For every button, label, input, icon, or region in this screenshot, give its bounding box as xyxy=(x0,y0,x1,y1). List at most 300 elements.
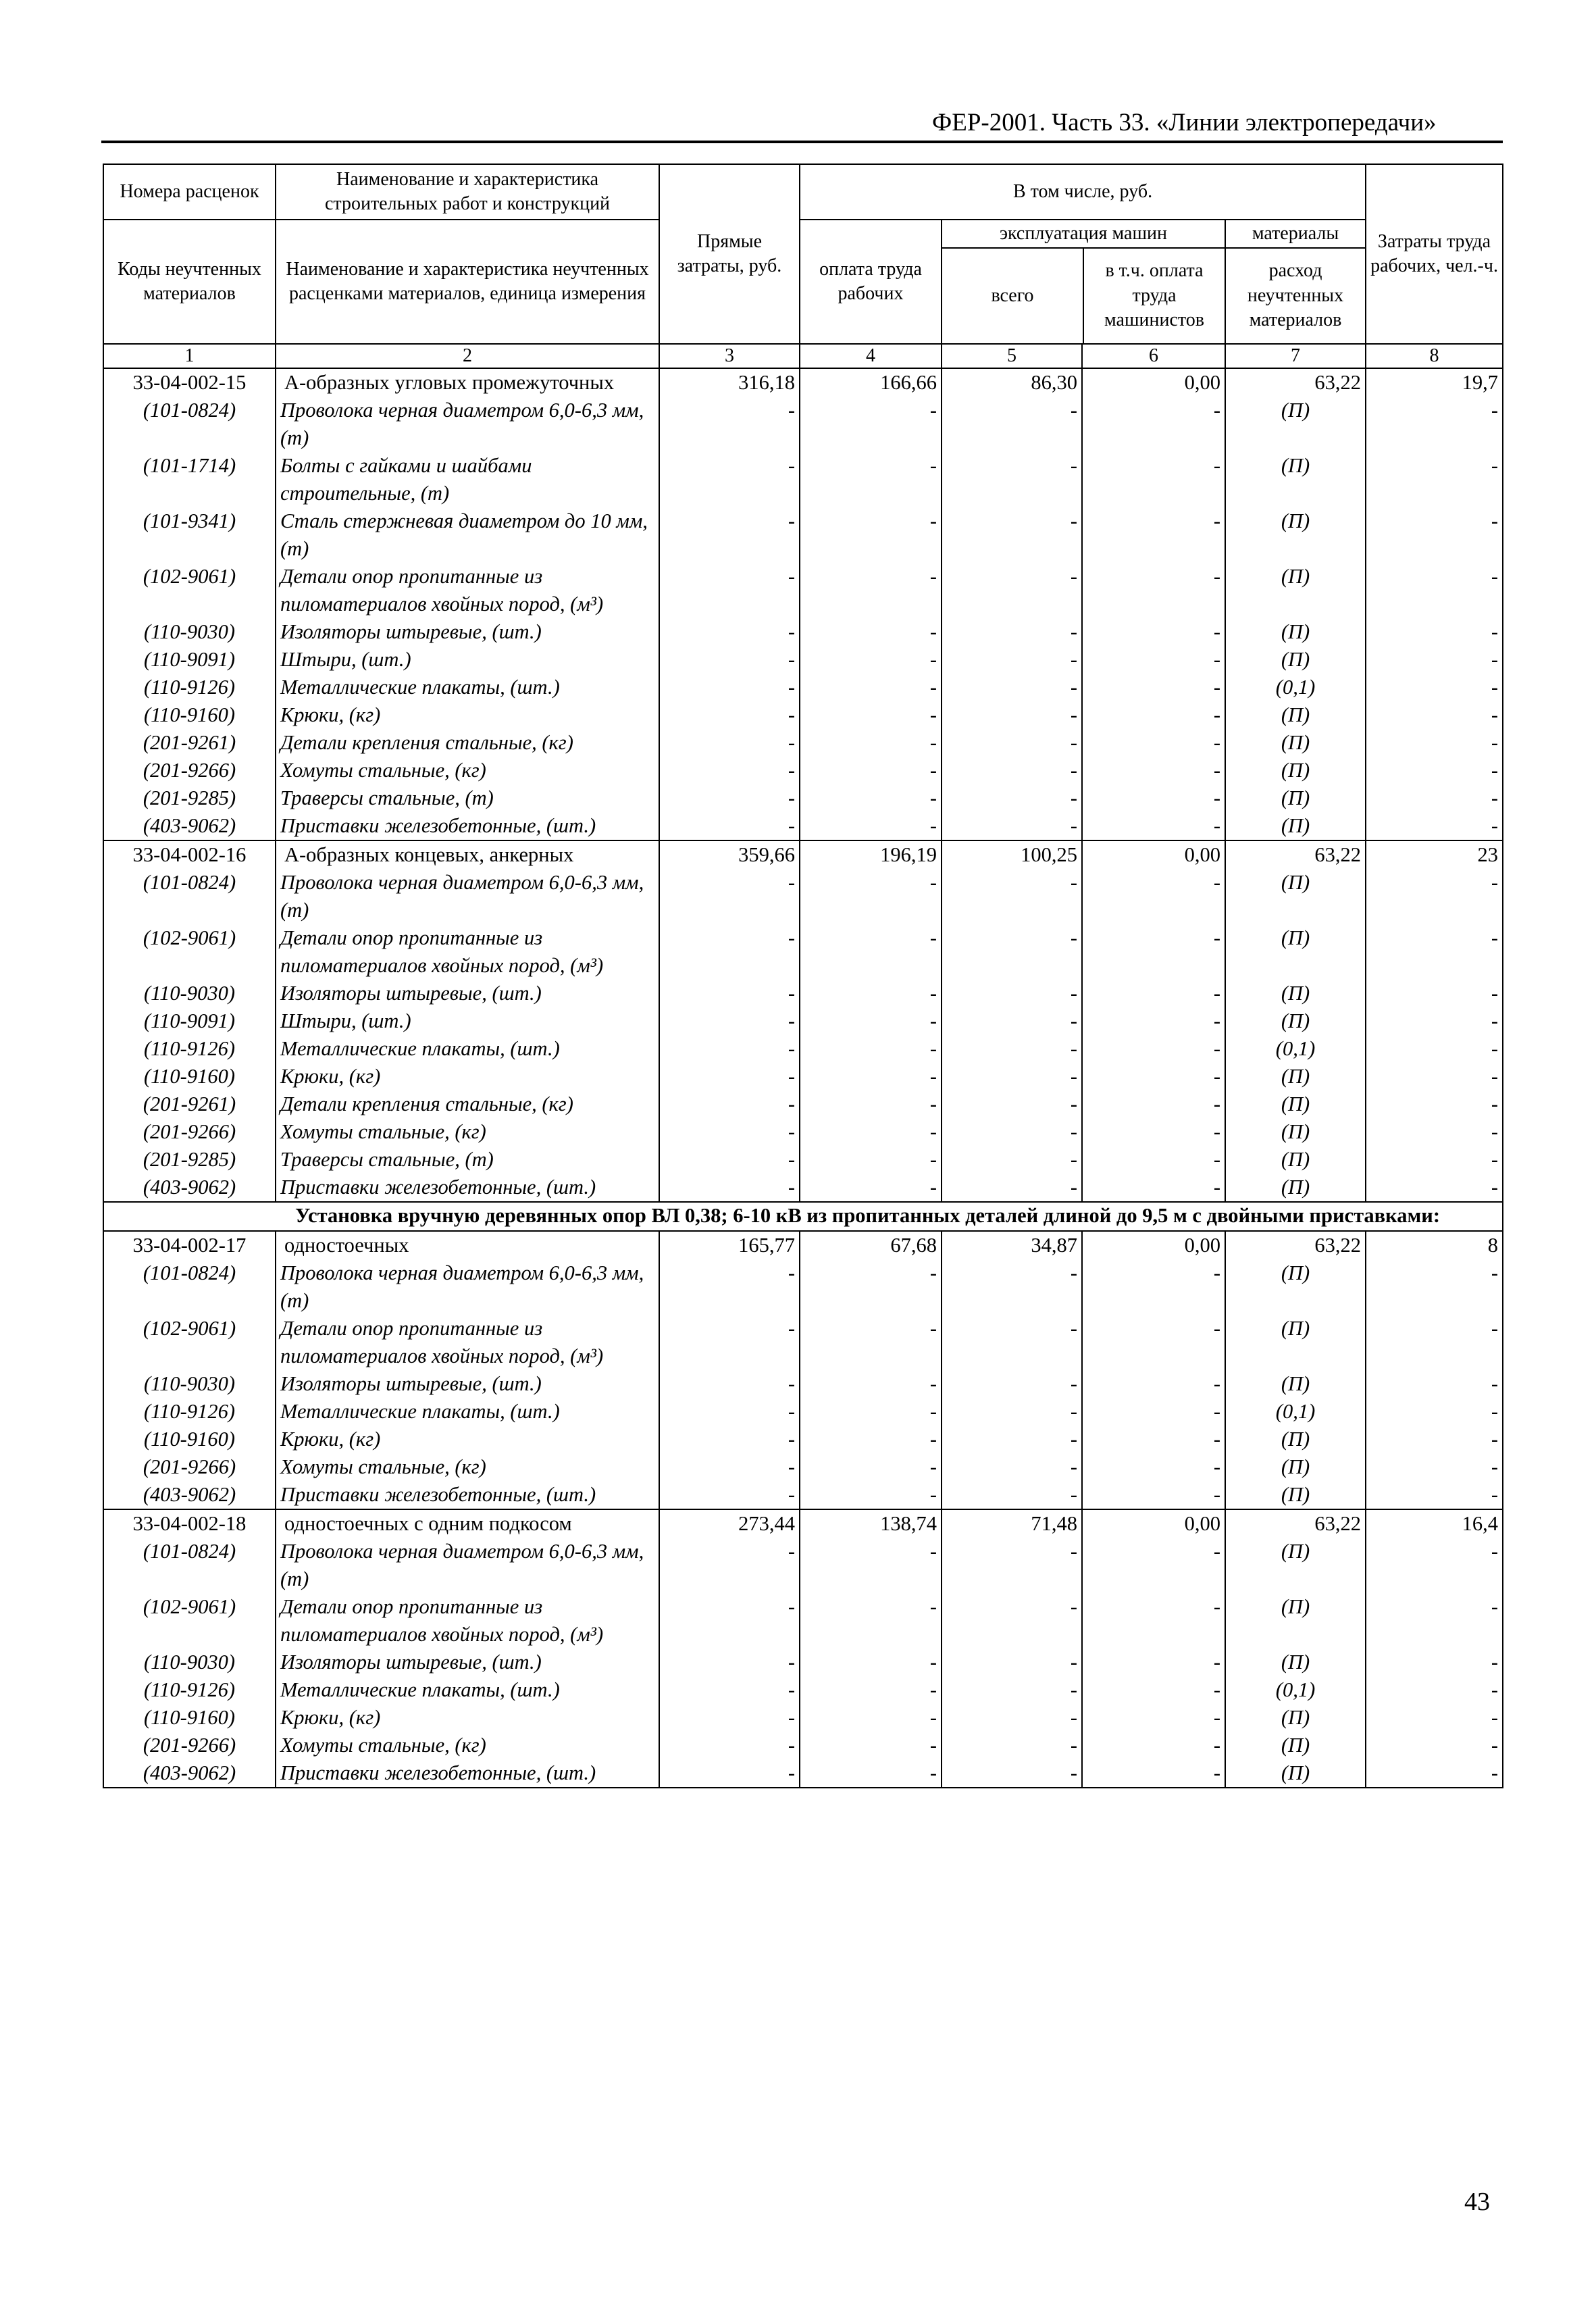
labor-hours: - xyxy=(1366,674,1503,701)
material-name: Хомуты стальные, (кг) xyxy=(276,1732,659,1759)
rate-row xyxy=(103,1509,1503,1538)
machinist-pay: - xyxy=(1082,784,1225,812)
machinist-pay: - xyxy=(1082,618,1225,646)
labor-pay: - xyxy=(800,1759,942,1788)
material-row xyxy=(103,1035,1503,1063)
material-code: (201-9266) xyxy=(103,1118,276,1146)
material-row xyxy=(103,1593,1503,1649)
machines-total: - xyxy=(942,646,1082,674)
labor-pay: - xyxy=(800,1370,942,1398)
material-name: Приставки железобетонные, (шт.) xyxy=(276,1759,659,1788)
machinist-pay: - xyxy=(1082,1146,1225,1174)
material-row xyxy=(103,1063,1503,1090)
labor-pay: - xyxy=(800,1732,942,1759)
page-number: 43 xyxy=(1464,2188,1490,2216)
machinist-pay: - xyxy=(1082,1259,1225,1315)
material-name: Металлические плакаты, (шт.) xyxy=(276,1676,659,1704)
direct-cost: - xyxy=(659,1704,800,1732)
material-use: (П) xyxy=(1225,701,1366,729)
material-use: (П) xyxy=(1225,757,1366,784)
labor-hours: - xyxy=(1366,1259,1503,1315)
material-name: Крюки, (кг) xyxy=(276,701,659,729)
labor-pay: - xyxy=(800,1676,942,1704)
material-use: (П) xyxy=(1225,563,1366,618)
direct-cost: - xyxy=(659,1146,800,1174)
machines-total: - xyxy=(942,1370,1082,1398)
material-use: (П) xyxy=(1225,729,1366,757)
material-code: (102-9061) xyxy=(103,1593,276,1649)
direct-cost: - xyxy=(659,924,800,980)
machines-total: - xyxy=(942,1704,1082,1732)
material-code: (403-9062) xyxy=(103,1759,276,1788)
material-row xyxy=(103,701,1503,729)
material-code: (201-9261) xyxy=(103,1090,276,1118)
labor-pay: - xyxy=(800,980,942,1007)
material-code: (110-9160) xyxy=(103,701,276,729)
machines-total: - xyxy=(942,1063,1082,1090)
material-row xyxy=(103,1481,1503,1509)
material-use: (П) xyxy=(1225,869,1366,924)
machinist-pay: - xyxy=(1082,1063,1225,1090)
material-name: Крюки, (кг) xyxy=(276,1704,659,1732)
machines-total: - xyxy=(942,674,1082,701)
labor-hours: - xyxy=(1366,1035,1503,1063)
material-use: (П) xyxy=(1225,1732,1366,1759)
labor-pay: - xyxy=(800,701,942,729)
labor-pay: - xyxy=(800,1007,942,1035)
material-use: (П) xyxy=(1225,980,1366,1007)
labor-pay: - xyxy=(800,507,942,563)
machinist-pay: - xyxy=(1082,701,1225,729)
direct-cost: - xyxy=(659,1315,800,1370)
labor-hours: - xyxy=(1366,701,1503,729)
material-row xyxy=(103,674,1503,701)
labor-pay: - xyxy=(800,1398,942,1426)
direct-cost: - xyxy=(659,1649,800,1676)
direct-cost: - xyxy=(659,674,800,701)
rate-name: А-образных угловых промежуточных xyxy=(276,368,659,397)
labor-pay: - xyxy=(800,1593,942,1649)
material-name: Проволока черная диаметром 6,0-6,3 мм, (т) xyxy=(276,1538,659,1593)
labor-pay: - xyxy=(800,1649,942,1676)
material-code: (102-9061) xyxy=(103,1315,276,1370)
material-code: (110-9126) xyxy=(103,1398,276,1426)
labor-hours: - xyxy=(1366,452,1503,507)
material-name: Детали крепления стальные, (кг) xyxy=(276,729,659,757)
machinist-pay: - xyxy=(1082,729,1225,757)
material-code: (110-9126) xyxy=(103,1676,276,1704)
material-use: (П) xyxy=(1225,618,1366,646)
section-row xyxy=(103,1202,1503,1231)
machines-total: - xyxy=(942,1538,1082,1593)
labor-hours: 8 xyxy=(1366,1231,1503,1259)
machines-total: - xyxy=(942,1676,1082,1704)
machines-total: - xyxy=(942,729,1082,757)
material-row xyxy=(103,1259,1503,1315)
material-name: Траверсы стальные, (т) xyxy=(276,1146,659,1174)
labor-hours: - xyxy=(1366,812,1503,840)
material-code: (110-9030) xyxy=(103,980,276,1007)
material-row xyxy=(103,618,1503,646)
machinist-pay: - xyxy=(1082,1035,1225,1063)
material-code: (102-9061) xyxy=(103,924,276,980)
direct-cost: - xyxy=(659,1593,800,1649)
labor-pay: - xyxy=(800,1090,942,1118)
col2-bottom-header: Наименование и характеристика неучтенных расценками материалов, единица измерения xyxy=(276,220,659,344)
machines-total: - xyxy=(942,812,1082,840)
direct-cost: - xyxy=(659,1259,800,1315)
machinist-pay: - xyxy=(1082,1453,1225,1481)
machinist-pay: - xyxy=(1082,1676,1225,1704)
material-use: (П) xyxy=(1225,1370,1366,1398)
machines-total: 71,48 xyxy=(942,1509,1082,1538)
material-use: (П) xyxy=(1225,924,1366,980)
direct-cost: - xyxy=(659,1007,800,1035)
machinist-pay: - xyxy=(1082,1007,1225,1035)
direct-cost: - xyxy=(659,757,800,784)
material-use: (0,1) xyxy=(1225,1676,1366,1704)
direct-cost: - xyxy=(659,1370,800,1398)
labor-cost-header: Затраты труда рабочих, чел.-ч. xyxy=(1366,164,1503,344)
material-use: (П) xyxy=(1225,397,1366,452)
col-num-1: 1 xyxy=(103,344,276,368)
material-name: Детали опор пропитанные из пиломатериалов хвойных пород, (м³) xyxy=(276,563,659,618)
machines-total: - xyxy=(942,618,1082,646)
col-num-3: 3 xyxy=(659,344,800,368)
rate-code: 33-04-002-16 xyxy=(103,840,276,869)
direct-cost: - xyxy=(659,1453,800,1481)
material-name: Хомуты стальные, (кг) xyxy=(276,757,659,784)
direct-cost: - xyxy=(659,1118,800,1146)
material-row xyxy=(103,1146,1503,1174)
material-name: Траверсы стальные, (т) xyxy=(276,784,659,812)
machines-total: - xyxy=(942,1426,1082,1453)
material-use: (П) xyxy=(1225,1007,1366,1035)
labor-hours: - xyxy=(1366,397,1503,452)
material-code: (110-9030) xyxy=(103,1370,276,1398)
machines-header-group xyxy=(942,220,1225,344)
labor-pay: - xyxy=(800,1704,942,1732)
material-name: Металлические плакаты, (шт.) xyxy=(276,1398,659,1426)
machines-total: 34,87 xyxy=(942,1231,1082,1259)
labor-pay: - xyxy=(800,1453,942,1481)
material-name: Изоляторы штыревые, (шт.) xyxy=(276,1370,659,1398)
direct-cost: - xyxy=(659,980,800,1007)
labor-pay: 138,74 xyxy=(800,1509,942,1538)
labor-hours: - xyxy=(1366,1007,1503,1035)
direct-cost: - xyxy=(659,1426,800,1453)
material-row xyxy=(103,1174,1503,1202)
machines-total: - xyxy=(942,1759,1082,1788)
material-row xyxy=(103,1090,1503,1118)
machines-total: - xyxy=(942,757,1082,784)
machinist-pay: - xyxy=(1082,674,1225,701)
machinist-pay: - xyxy=(1082,980,1225,1007)
rate-code: 33-04-002-15 xyxy=(103,368,276,397)
material-row xyxy=(103,757,1503,784)
materials-use-header: расход неучтенных материалов xyxy=(1247,260,1344,331)
material-code: (101-0824) xyxy=(103,397,276,452)
machinist-pay: 0,00 xyxy=(1082,368,1225,397)
material-row xyxy=(103,812,1503,840)
direct-cost: - xyxy=(659,397,800,452)
labor-pay: - xyxy=(800,1259,942,1315)
machinist-pay: - xyxy=(1082,1426,1225,1453)
material-name: Детали опор пропитанные из пиломатериалов хвойных пород, (м³) xyxy=(276,1315,659,1370)
rate-row xyxy=(103,1231,1503,1259)
material-use: (0,1) xyxy=(1225,1035,1366,1063)
labor-pay: 196,19 xyxy=(800,840,942,869)
labor-hours: - xyxy=(1366,1732,1503,1759)
direct-cost: - xyxy=(659,618,800,646)
labor-hours: - xyxy=(1366,1090,1503,1118)
labor-hours: - xyxy=(1366,757,1503,784)
machinist-pay: - xyxy=(1082,1593,1225,1649)
material-use: (П) xyxy=(1225,1704,1366,1732)
labor-hours: - xyxy=(1366,563,1503,618)
col-num-8: 8 xyxy=(1366,344,1503,368)
material-use: (0,1) xyxy=(1225,1398,1366,1426)
col1-top-header: Номера расценок xyxy=(103,164,276,220)
direct-cost: - xyxy=(659,1732,800,1759)
machines-total: - xyxy=(942,397,1082,452)
direct-cost: 165,77 xyxy=(659,1231,800,1259)
material-use: (0,1) xyxy=(1225,674,1366,701)
labor-pay: - xyxy=(800,397,942,452)
material-row xyxy=(103,1759,1503,1788)
materials-cost: 63,22 xyxy=(1225,1509,1366,1538)
machines-total: - xyxy=(942,1118,1082,1146)
material-use: (П) xyxy=(1225,1063,1366,1090)
material-row xyxy=(103,1426,1503,1453)
machines-total: - xyxy=(942,452,1082,507)
machines-total: - xyxy=(942,563,1082,618)
material-row xyxy=(103,1118,1503,1146)
machines-total: - xyxy=(942,1315,1082,1370)
labor-pay: - xyxy=(800,1035,942,1063)
section-title: Установка вручную деревянных опор ВЛ 0,38; 6-10 кВ из пропитанных деталей длиной до 9,5 м с двойными приставками: xyxy=(103,1202,1503,1231)
machinist-pay: - xyxy=(1082,1732,1225,1759)
material-name: Изоляторы штыревые, (шт.) xyxy=(276,1649,659,1676)
labor-pay: - xyxy=(800,784,942,812)
labor-pay: - xyxy=(800,812,942,840)
direct-cost: - xyxy=(659,1481,800,1509)
machines-total: - xyxy=(942,869,1082,924)
material-use: (П) xyxy=(1225,1259,1366,1315)
labor-hours: - xyxy=(1366,1174,1503,1202)
material-row xyxy=(103,924,1503,980)
material-code: (110-9126) xyxy=(103,1035,276,1063)
material-row xyxy=(103,1732,1503,1759)
machines-total: - xyxy=(942,1481,1082,1509)
material-use: (П) xyxy=(1225,784,1366,812)
material-row xyxy=(103,980,1503,1007)
machines-total: - xyxy=(942,1398,1082,1426)
materials-cost: 63,22 xyxy=(1225,840,1366,869)
direct-cost: - xyxy=(659,701,800,729)
material-code: (403-9062) xyxy=(103,1174,276,1202)
machinist-pay: - xyxy=(1082,507,1225,563)
labor-hours: - xyxy=(1366,1315,1503,1370)
labor-pay-header: оплата труда рабочих xyxy=(800,220,942,344)
labor-hours: - xyxy=(1366,618,1503,646)
machines-total: - xyxy=(942,1649,1082,1676)
material-code: (201-9261) xyxy=(103,729,276,757)
machines-total: - xyxy=(942,1453,1082,1481)
machines-total: - xyxy=(942,507,1082,563)
labor-hours: - xyxy=(1366,869,1503,924)
direct-cost: - xyxy=(659,1090,800,1118)
material-use: (П) xyxy=(1225,1759,1366,1788)
machines-total: - xyxy=(942,784,1082,812)
material-row xyxy=(103,1315,1503,1370)
machines-total: 86,30 xyxy=(942,368,1082,397)
material-row xyxy=(103,452,1503,507)
material-row xyxy=(103,1453,1503,1481)
machinist-pay: 0,00 xyxy=(1082,1509,1225,1538)
labor-pay: - xyxy=(800,646,942,674)
material-use: (П) xyxy=(1225,1174,1366,1202)
material-row xyxy=(103,784,1503,812)
material-use: (П) xyxy=(1225,1315,1366,1370)
material-code: (110-9030) xyxy=(103,1649,276,1676)
table-body xyxy=(103,368,1503,1788)
machines-total: - xyxy=(942,924,1082,980)
incl-header: В том числе, руб. xyxy=(800,164,1366,220)
machines-total: 100,25 xyxy=(942,840,1082,869)
col-num-4: 4 xyxy=(800,344,942,368)
labor-hours: - xyxy=(1366,1398,1503,1426)
material-row xyxy=(103,1676,1503,1704)
col1-bottom-header: Коды неучтенных материалов xyxy=(103,220,276,344)
machinist-pay: - xyxy=(1082,1704,1225,1732)
labor-pay: - xyxy=(800,1315,942,1370)
material-name: Сталь стержневая диаметром до 10 мм, (т) xyxy=(276,507,659,563)
labor-hours: - xyxy=(1366,1676,1503,1704)
machinist-pay: - xyxy=(1082,812,1225,840)
material-use: (П) xyxy=(1225,1481,1366,1509)
material-row xyxy=(103,1398,1503,1426)
material-name: Крюки, (кг) xyxy=(276,1426,659,1453)
machinist-pay: - xyxy=(1082,397,1225,452)
machinist-pay: - xyxy=(1082,1759,1225,1788)
material-code: (110-9091) xyxy=(103,1007,276,1035)
machinist-pay: - xyxy=(1082,1315,1225,1370)
material-code: (110-9160) xyxy=(103,1063,276,1090)
rate-code: 33-04-002-17 xyxy=(103,1231,276,1259)
material-row xyxy=(103,1538,1503,1593)
material-code: (201-9266) xyxy=(103,757,276,784)
material-name: Детали опор пропитанные из пиломатериалов хвойных пород, (м³) xyxy=(276,924,659,980)
direct-cost: - xyxy=(659,812,800,840)
material-row xyxy=(103,729,1503,757)
labor-hours: - xyxy=(1366,1704,1503,1732)
machinist-pay: - xyxy=(1082,924,1225,980)
labor-hours: - xyxy=(1366,1426,1503,1453)
material-use: (П) xyxy=(1225,1453,1366,1481)
labor-pay: - xyxy=(800,1146,942,1174)
direct-cost: - xyxy=(659,1759,800,1788)
direct-cost: - xyxy=(659,452,800,507)
labor-hours: - xyxy=(1366,1453,1503,1481)
materials-cost: 63,22 xyxy=(1225,368,1366,397)
rate-code: 33-04-002-18 xyxy=(103,1509,276,1538)
material-use: (П) xyxy=(1225,507,1366,563)
direct-cost: - xyxy=(659,1398,800,1426)
labor-hours: - xyxy=(1366,1118,1503,1146)
running-header: ФЕР-2001. Часть 33. «Линии электропередачи» xyxy=(932,109,1437,136)
col-num-5: 5 xyxy=(942,344,1082,368)
rate-row xyxy=(103,840,1503,869)
machines-total: - xyxy=(942,1259,1082,1315)
machines-total-header: всего xyxy=(942,249,1084,343)
material-name: Проволока черная диаметром 6,0-6,3 мм, (т) xyxy=(276,869,659,924)
labor-pay: - xyxy=(800,452,942,507)
rate-row xyxy=(103,368,1503,397)
material-use: (П) xyxy=(1225,812,1366,840)
labor-hours: - xyxy=(1366,1063,1503,1090)
labor-pay: - xyxy=(800,869,942,924)
material-code: (101-0824) xyxy=(103,1259,276,1315)
machinist-pay: - xyxy=(1082,757,1225,784)
material-row xyxy=(103,646,1503,674)
labor-hours: - xyxy=(1366,1759,1503,1788)
material-name: Проволока черная диаметром 6,0-6,3 мм, (т) xyxy=(276,397,659,452)
machinist-pay: 0,00 xyxy=(1082,1231,1225,1259)
material-name: Приставки железобетонные, (шт.) xyxy=(276,1174,659,1202)
material-code: (201-9266) xyxy=(103,1732,276,1759)
materials-header-group xyxy=(1225,220,1366,344)
col-num-7: 7 xyxy=(1225,344,1366,368)
price-table xyxy=(103,164,1503,1788)
material-code: (403-9062) xyxy=(103,812,276,840)
material-code: (110-9030) xyxy=(103,618,276,646)
machinist-pay: - xyxy=(1082,1398,1225,1426)
material-name: Крюки, (кг) xyxy=(276,1063,659,1090)
material-row xyxy=(103,1370,1503,1398)
labor-hours: - xyxy=(1366,1593,1503,1649)
machinist-pay: - xyxy=(1082,646,1225,674)
labor-pay: - xyxy=(800,1174,942,1202)
rate-name: одностоечных с одним подкосом xyxy=(276,1509,659,1538)
direct-cost: - xyxy=(659,729,800,757)
material-code: (101-0824) xyxy=(103,869,276,924)
labor-hours: - xyxy=(1366,1146,1503,1174)
material-use: (П) xyxy=(1225,646,1366,674)
machines-total: - xyxy=(942,1732,1082,1759)
header-rule xyxy=(101,141,1503,143)
material-code: (101-1714) xyxy=(103,452,276,507)
machinist-pay-header: в т.ч. оплата труда машинистов xyxy=(1104,260,1204,331)
labor-pay: - xyxy=(800,674,942,701)
machinist-pay: - xyxy=(1082,1649,1225,1676)
direct-cost: - xyxy=(659,1174,800,1202)
material-name: Хомуты стальные, (кг) xyxy=(276,1453,659,1481)
direct-cost: - xyxy=(659,646,800,674)
labor-hours: - xyxy=(1366,507,1503,563)
material-name: Проволока черная диаметром 6,0-6,3 мм, (т) xyxy=(276,1259,659,1315)
rate-name: одностоечных xyxy=(276,1231,659,1259)
rate-name: А-образных концевых, анкерных xyxy=(276,840,659,869)
machines-total: - xyxy=(942,1007,1082,1035)
labor-hours: - xyxy=(1366,1481,1503,1509)
direct-cost: - xyxy=(659,1063,800,1090)
labor-pay: - xyxy=(800,1481,942,1509)
direct-cost: - xyxy=(659,1035,800,1063)
material-code: (101-0824) xyxy=(103,1538,276,1593)
machines-total: - xyxy=(942,1090,1082,1118)
material-use: (П) xyxy=(1225,1593,1366,1649)
